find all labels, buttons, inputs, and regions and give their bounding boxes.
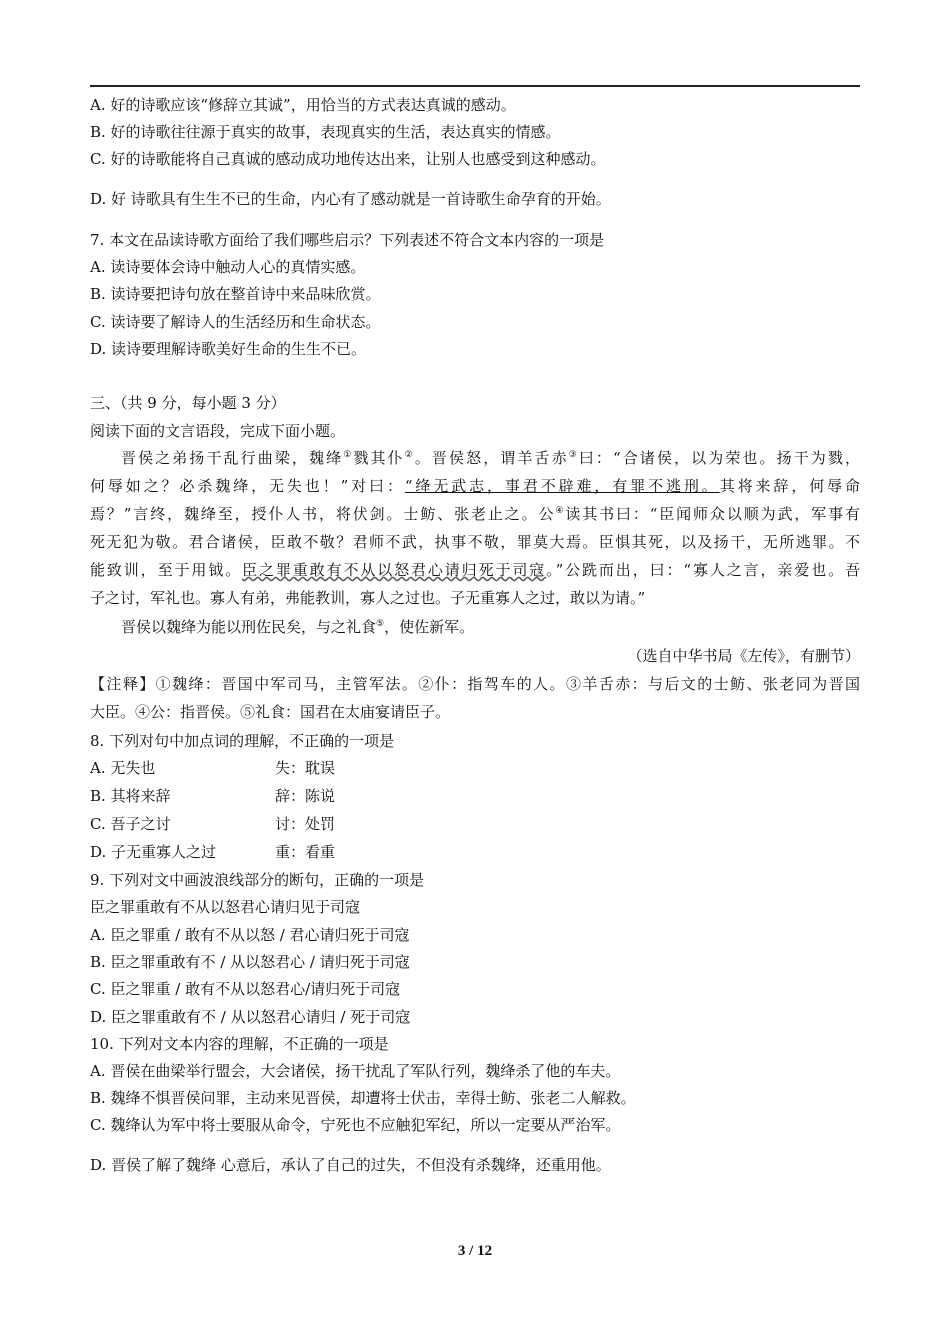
notes-line-1: 【注释】①魏绛：晋国中军司马，主管军法。②仆：指驾车的人。③羊舌赤：与后文的士鲂、张老同为晋国 [90,675,860,693]
q7-option-b: B. 读诗要把诗句放在整首诗中来品味欣赏。 [90,285,381,303]
q8-option-d: D. 子无重寡人之过 重：看重 [90,843,336,861]
page-number: 3 / 12 [457,1243,493,1259]
passage-line-3: 焉？”言终，魏绛至，授仆人书，将伏剑。士鲂、张老止之。公④读其书曰：“臣闻师众以顺为武，军事有 [90,505,860,523]
q7-stem: 7. 本文在品读诗歌方面给了我们哪些启示？下列表述不符合文本内容的一项是 [90,231,605,249]
q10-option-c: C. 魏绛认为军中将士要服从命令，宁死也不应触犯军纪，所以一定要从严治军。 [90,1116,621,1134]
q7-option-a: A. 读诗要体会诗中触动人心的真情实感。 [90,258,366,276]
passage-line-2: 何辱如之？必杀魏绛，无失也！”对曰：“绛无武志，事君不辟难，有罪不逃刑。其将来辞，何辱命 [90,477,861,495]
section-heading: 三、（共 9 分，每小题 3 分） [90,394,286,412]
source-citation: （选自中华书局《左传》，有删节） [627,647,860,665]
q6-option-a: A. 好的诗歌应该“修辞立其诚”，用恰当的方式表达真诚的感动。 [90,96,516,114]
passage-line-6: 子之讨，军礼也。寡人有弟，弗能教训，寡人之过也。子无重寡人之过，敢以为请。” [90,589,646,607]
q9-option-c: C. 臣之罪重 / 敢有不从以怒君心/请归死于司寇 [90,980,401,998]
passage-line-1: 晋侯之弟扬干乱行曲梁，魏绛①戮其仆②。晋侯怒，谓羊舌赤③曰：“合诸侯，以为荣也。扬干为戮， [121,449,860,467]
q9-option-a: A. 臣之罪重 / 敢有不从以怒 / 君心请归死于司寇 [90,926,410,944]
q10-stem: 10. 下列对文本内容的理解，不正确的一项是 [90,1035,389,1053]
q8-option-a: A. 无失也 失：耽误 [90,759,336,777]
q10-option-d: D. 晋侯了解了魏绛 心意后，承认了自己的过失，不但没有杀魏绛，还重用他。 [90,1156,611,1174]
q7-option-d: D. 读诗要理解诗歌美好生命的生生不已。 [90,340,367,358]
passage-line-5: 能致训，至于用钺。臣之罪重敢有不从以怒君心请归死于司寇。”公跣而出，曰：“寡人之言，亲爱也。吾 [90,561,860,579]
passage-line-7: 晋侯以魏绛为能以刑佐民矣，与之礼食⑤，使佐新军。 [121,618,475,636]
q8-stem: 8. 下列对句中加点词的理解，不正确的一项是 [90,732,395,750]
q9-sentence: 臣之罪重敢有不从以怒君心请归见于司寇 [90,898,361,916]
q6-option-c: C. 好的诗歌能将自己真诚的感动成功地传达出来，让别人也感受到这种感动。 [90,150,606,168]
section-instruction: 阅读下面的文言语段，完成下面小题。 [90,422,346,440]
q6-option-b: B. 好的诗歌往往源于真实的故事，表现真实的生活，表达真实的情感。 [90,123,561,141]
q7-option-c: C. 读诗要了解诗人的生活经历和生命状态。 [90,313,381,331]
header-rule [90,85,860,87]
underlined-sentence: “绛无武志，事君不辟难，有罪不逃刑。 [404,477,720,495]
q6-option-d: D. 好 诗歌具有生生不已的生命，内心有了感动就是一首诗歌生命孕育的开始。 [90,190,611,208]
passage-line-4: 死无犯为敬。君合诸侯，臣敢不敬？君师不武，执事不敬，罪莫大焉。臣惧其死，以及扬干，无所逃罪。不 [90,533,860,551]
q8-option-c: C. 吾子之讨 讨：处罚 [90,815,336,833]
wavy-underlined-sentence: 臣之罪重敢有不从以怒君心请归死于司寇 [242,561,547,579]
q9-option-b: B. 臣之罪重敢有不 / 从以怒君心 / 请归死于司寇 [90,953,410,971]
notes-line-2: 大臣。④公：指晋侯。⑤礼食：国君在太庙宴请臣子。 [90,703,451,721]
q9-option-d: D. 臣之罪重敢有不 / 从以怒君心请归 / 死于司寇 [90,1008,411,1026]
q8-option-b: B. 其将来辞 辞：陈说 [90,787,336,805]
q10-option-b: B. 魏绛不惧晋侯问罪，主动来见晋侯，却遭将士伏击，幸得士鲂、张老二人解救。 [90,1089,636,1107]
q10-option-a: A. 晋侯在曲梁举行盟会，大会诸侯，扬干扰乱了军队行列，魏绛杀了他的车夫。 [90,1062,621,1080]
q9-stem: 9. 下列对文中画波浪线部分的断句，正确的一项是 [90,871,425,889]
